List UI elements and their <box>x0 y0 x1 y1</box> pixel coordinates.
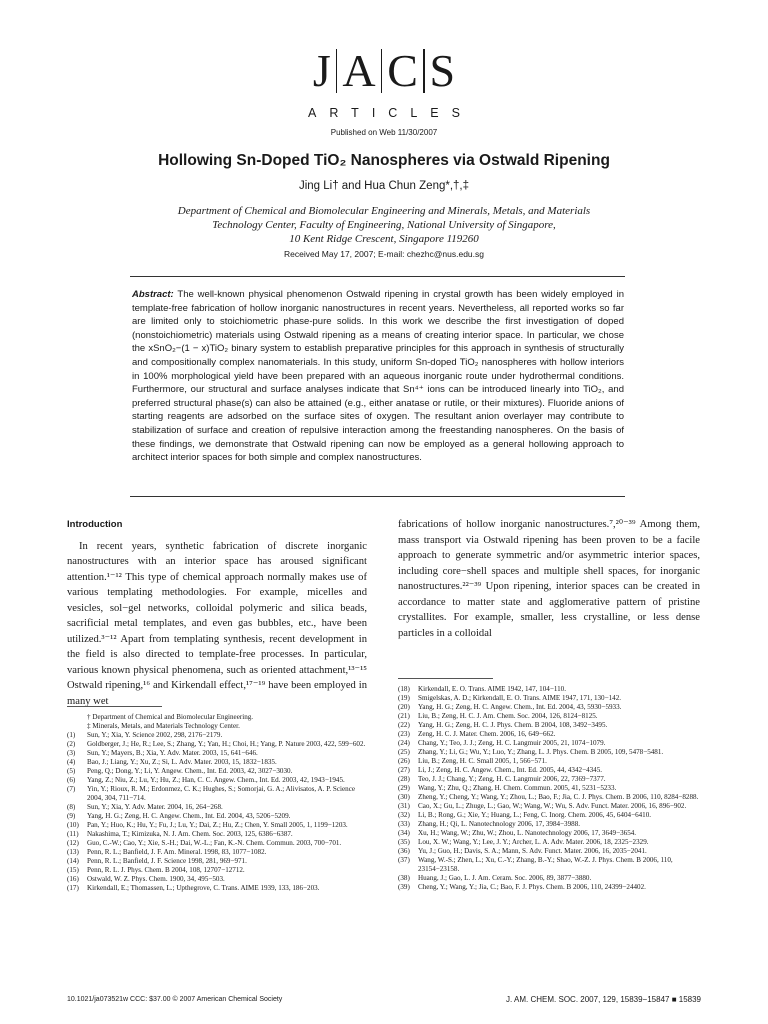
reference-text: Smigelskas, A. D.; Kirkendall, E. O. Trans. AIME 1947, 171, 130−142. <box>418 694 622 702</box>
reference-number: (29) <box>398 784 410 792</box>
journal-masthead <box>0 46 768 137</box>
reference-entry <box>67 839 369 848</box>
reference-text: Yu, J.; Guo, H.; Davis, S. A.; Mann, S. Adv. Funct. Mater. 2006, 16, 2035−2041. <box>418 847 647 855</box>
references-left <box>67 713 369 893</box>
article-title: Hollowing Sn-Doped TiO₂ Nanospheres via Ostwald Ripening <box>158 152 610 169</box>
affiliation-line: Department of Chemical and Biomolecular Engineering and Minerals, Metals, and Materials <box>177 205 591 217</box>
reference-entry <box>398 721 701 730</box>
logo-letter-s: S <box>429 45 456 96</box>
reference-number: (21) <box>398 712 410 720</box>
reference-text: Kirkendall, E.; Thomassen, L.; Upthegrove, C. Trans. AIME 1939, 133, 186−203. <box>87 884 320 892</box>
reference-number: (25) <box>398 748 410 756</box>
reference-text: Zeng, H. C. J. Mater. Chem. 2006, 16, 649−662. <box>418 730 556 738</box>
abstract-label: Abstract: <box>132 289 174 300</box>
reference-text: Bao, J.; Liang, Y.; Xu, Z.; Si, L. Adv. Mater. 2003, 15, 1832−1835. <box>87 758 277 766</box>
reference-number: (24) <box>398 739 410 747</box>
reference-text: Zhang, Y.; Li, G.; Wu, Y.; Luo, Y.; Zhang, L. J. Phys. Chem. B 2005, 109, 5478−5481. <box>418 748 664 756</box>
reference-number: (33) <box>398 820 410 828</box>
reference-entry <box>398 784 701 793</box>
reference-entry <box>398 757 701 766</box>
reference-entry <box>67 857 369 866</box>
reference-text: Kirkendall, E. O. Trans. AIME 1942, 147, 104−110. <box>418 685 566 693</box>
received-line: Received May 17, 2007; E-mail: chezhc@nus.edu.sg <box>284 249 484 259</box>
reference-text: Wang, Y.; Zhu, Q.; Zhang, H. Chem. Commun. 2005, 41, 5231−5233. <box>418 784 617 792</box>
section-heading: Introduction <box>67 519 123 530</box>
reference-entry <box>398 685 701 694</box>
footnote: † Department of Chemical and Biomolecular Engineering. <box>87 713 254 721</box>
reference-number: (16) <box>67 875 79 883</box>
reference-number: (2) <box>67 740 76 748</box>
abstract-text: The well-known physical phenomenon Ostwald ripening in crystal growth has been widely employed in template-free fabrication of hollow inorganic nanostructures in recent years. Nevertheless, all reported works so far are limited only to stoichiometric phase-pure solids. In this work we describe the first investigation of doped (nonstoichiometric) materials using Ostwald ripening as a means of creating interior space. In particular, we chose the xSnO₂−(1 − x)TiO₂ binary system to establish preparative principles for this approach in synthesis of structurally and compositionally complex nanomaterials. In this study, uniform Sn-doped TiO₂ nanospheres with hollow interiors in 100% morphological yield have been prepared with an aqueous inorganic route under hydrothermal conditions. Furthermore, our structural and surface analyses indicate that Sn⁴⁺ ions can be introduced linearly into TiO₂, and preferred structural phase(s) can also be attained (e.g., either anatase or rutile, or their mixtures). Fluoride anions of starting reagents are adsorbed on the surface sites of oxygen. The resultant anion overlayer may contribute to stabilization of surface and creation of repulsive interaction among the freestanding nanospheres. On the basis of these findings, we demonstrate that Ostwald ripening can now be employed as a general hollowing approach to architect interior spaces for both simple and complex nanostructures. <box>132 289 624 464</box>
reference-entry <box>67 749 369 758</box>
reference-text: Penn, R. L.; Banfield, J. F. Science 1998, 281, 969−971. <box>87 857 247 865</box>
reference-text: Chang, Y.; Teo, J. J.; Zeng, H. C. Langmuir 2005, 21, 1074−1079. <box>418 739 606 747</box>
reference-entry <box>398 712 701 721</box>
reference-number: (4) <box>67 758 76 766</box>
reference-text: Penn, R. L.; Banfield, J. F. Am. Mineral. 1998, 83, 1077−1082. <box>87 848 267 856</box>
reference-entry <box>398 739 701 748</box>
reference-text: Sun, Y.; Xia, Y. Science 2002, 298, 2176−2179. <box>87 731 223 739</box>
reference-text: Zhang, H.; Qi, L. Nanotechnology 2006, 17, 3984−3988. <box>418 820 581 828</box>
affiliation <box>0 204 768 246</box>
reference-number: (7) <box>67 785 76 793</box>
reference-entry <box>398 856 701 874</box>
reference-number: (34) <box>398 829 410 837</box>
reference-text: Li, J.; Zeng, H. C. Angew. Chem., Int. Ed. 2005, 44, 4342−4345. <box>418 766 603 774</box>
reference-entry <box>398 793 701 802</box>
reference-number: (11) <box>67 830 79 838</box>
reference-entry <box>398 802 701 811</box>
reference-list <box>398 685 701 892</box>
reference-number: (23) <box>398 730 410 738</box>
reference-text: Ostwald, W. Z. Phys. Chem. 1900, 34, 495−503. <box>87 875 225 883</box>
reference-entry <box>398 694 701 703</box>
reference-entry <box>398 874 701 883</box>
reference-text: Wang, W.-S.; Zhen, L.; Xu, C.-Y.; Zhang, B.-Y.; Shao, W.-Z. J. Phys. Chem. B 2006, 110, 23154−23158. <box>418 856 673 873</box>
left-column <box>67 517 367 709</box>
reference-text: Yang, Z.; Niu, Z.; Lu, Y.; Hu, Z.; Han, C. C. Angew. Chem., Int. Ed. 2003, 42, 1943−1945. <box>87 776 345 784</box>
reference-text: Zheng, Y.; Cheng, Y.; Wang, Y.; Zhou, L.; Bao, F.; Jia, C. J. Phys. Chem. B 2006, 110, 8284−8288. <box>418 793 699 801</box>
reference-number: (19) <box>398 694 410 702</box>
reference-entry <box>398 811 701 820</box>
reference-text: Sun, Y.; Mayers, B.; Xia, Y. Adv. Mater. 2003, 15, 641−646. <box>87 749 258 757</box>
reference-entry <box>398 748 701 757</box>
reference-entry <box>67 785 369 803</box>
published-date: Published on Web 11/30/2007 <box>330 128 438 137</box>
reference-text: Teo, J. J.; Chang, Y.; Zeng, H. C. Langmuir 2006, 22, 7369−7377. <box>418 775 606 783</box>
reference-number: (38) <box>398 874 410 882</box>
reference-text: Li, B.; Rong, G.; Xie, Y.; Huang, L.; Feng, C. Inorg. Chem. 2006, 45, 6404−6410. <box>418 811 652 819</box>
reference-number: (15) <box>67 866 79 874</box>
reference-number: (31) <box>398 802 410 810</box>
reference-number: (3) <box>67 749 76 757</box>
footnote-rule <box>398 678 493 679</box>
affiliation-line: Technology Center, Faculty of Engineering, National University of Singapore, <box>212 219 556 231</box>
reference-entry <box>398 730 701 739</box>
reference-number: (37) <box>398 856 410 864</box>
reference-number: (17) <box>67 884 79 892</box>
reference-entry <box>398 703 701 712</box>
reference-text: Peng, Q.; Dong, Y.; Li, Y. Angew. Chem., Int. Ed. 2003, 42, 3027−3030. <box>87 767 293 775</box>
intro-paragraph-continued: fabrications of hollow inorganic nanostructures.⁷,²⁰⁻³⁹ Among them, mass transport via Ostwald ripening has been proven to be a facile approach to generate symmetric and/or asymmetric interior spaces, including core−shell spaces and multiple shell spaces, for inorganic nanostructures.²²⁻³⁹ Upon ripening, interior spaces can be created in accordance to matter state and agglomerative pattern of pristine crystallites. For example, smaller, less crystalline, or less dense particles in a colloidal <box>398 519 700 639</box>
abstract-top-rule <box>130 276 625 277</box>
reference-entry <box>67 803 369 812</box>
reference-entry <box>398 766 701 775</box>
reference-text: Liu, B.; Zeng, H. C. J. Am. Chem. Soc. 2004, 126, 8124−8125. <box>418 712 598 720</box>
logo-letter-j: J <box>312 45 331 96</box>
reference-entry <box>67 848 369 857</box>
reference-number: (13) <box>67 848 79 856</box>
footnote-rule <box>67 706 162 707</box>
reference-entry <box>398 820 701 829</box>
reference-number: (18) <box>398 685 410 693</box>
reference-entry <box>67 776 369 785</box>
reference-text: Yang, H. G.; Zeng, H. C. J. Phys. Chem. B 2004, 108, 3492−3495. <box>418 721 608 729</box>
reference-text: Yin, Y.; Rioux, R. M.; Erdonmez, C. K.; Hughes, S.; Somorjai, G. A.; Alivisatos, A. P. Science 2004, 304, 711−714. <box>87 785 355 802</box>
reference-number: (6) <box>67 776 76 784</box>
reference-number: (28) <box>398 775 410 783</box>
reference-entry <box>67 740 369 749</box>
reference-text: Xu, H.; Wang, W.; Zhu, W.; Zhou, L. Nanotechnology 2006, 17, 3649−3654. <box>418 829 637 837</box>
journal-citation-footer: J. AM. CHEM. SOC. 2007, 129, 15839−15847 ■ 15839 <box>506 995 701 1004</box>
reference-text: Cheng, Y.; Wang, Y.; Jia, C.; Bao, F. J. Phys. Chem. B 2006, 110, 24399−24402. <box>418 883 646 891</box>
reference-number: (27) <box>398 766 410 774</box>
reference-number: (32) <box>398 811 410 819</box>
reference-text: Yang, H. G.; Zeng, H. C. Angew. Chem., Int. Ed. 2004, 43, 5930−5933. <box>418 703 622 711</box>
abstract-bottom-rule <box>130 496 625 497</box>
reference-text: Yang, H. G.; Zeng, H. C. Angew. Chem., Int. Ed. 2004, 43, 5206−5209. <box>87 812 291 820</box>
reference-entry <box>67 884 369 893</box>
section-label: ARTICLES <box>308 106 473 120</box>
reference-number: (1) <box>67 731 76 739</box>
reference-entry <box>67 866 369 875</box>
reference-entry <box>398 847 701 856</box>
jacs-logo <box>308 46 460 96</box>
reference-text: Cao, X.; Gu, L.; Zhuge, L.; Gao, W.; Wang, W.; Wu, S. Adv. Funct. Mater. 2006, 16, 896−902. <box>418 802 687 810</box>
logo-letter-a: A <box>342 45 376 96</box>
references-right <box>398 685 701 892</box>
reference-number: (9) <box>67 812 76 820</box>
reference-entry <box>398 829 701 838</box>
right-column <box>398 517 700 641</box>
reference-number: (26) <box>398 757 410 765</box>
reference-entry <box>398 883 701 892</box>
reference-text: Goldberger, J.; He, R.; Lee, S.; Zhang, Y.; Yan, H.; Choi, H.; Yang, P. Nature 2003, 422, 599−602. <box>87 740 366 748</box>
reference-entry <box>67 821 369 830</box>
reference-number: (35) <box>398 838 410 846</box>
reference-number: (12) <box>67 839 79 847</box>
reference-number: (5) <box>67 767 76 775</box>
intro-paragraph: In recent years, synthetic fabrication of discrete inorganic nanostructures with an interior space has aroused significant attention.¹⁻¹² This type of chemical approach normally makes use of various templating methodologies. For example, micelles and vesicles, sol−gel networks, colloidal polymeric and silica beads, sacrificial metal templates, and even gas bubbles, etc., have been utilized.³⁻¹² Apart from templating synthesis, recent development in the field is also directed to template-free processes. In particular, various known physical phenomena, such as oriented attachment,¹³⁻¹⁵ Ostwald ripening,¹⁶ and Kirkendall effect,¹⁷⁻¹⁹ have been employed in many wet <box>67 540 367 707</box>
reference-text: Sun, Y.; Xia, Y. Adv. Mater. 2004, 16, 264−268. <box>87 803 223 811</box>
author-list: Jing Li† and Hua Chun Zeng*,†,‡ <box>298 180 470 192</box>
reference-entry <box>67 731 369 740</box>
reference-text: Penn, R. L. J. Phys. Chem. B 2004, 108, 12707−12712. <box>87 866 245 874</box>
reference-entry <box>67 830 369 839</box>
reference-number: (39) <box>398 883 410 891</box>
affiliation-line: 10 Kent Ridge Crescent, Singapore 119260 <box>289 233 479 245</box>
reference-number: (30) <box>398 793 410 801</box>
reference-text: Lou, X. W.; Wang, Y.; Lee, J. Y.; Archer, L. A. Adv. Mater. 2006, 18, 2325−2329. <box>418 838 649 846</box>
reference-entry <box>67 758 369 767</box>
reference-text: Liu, B.; Zeng, H. C. Small 2005, 1, 566−571. <box>418 757 547 765</box>
doi-footer: 10.1021/ja073521w CCC: $37.00 © 2007 American Chemical Society <box>67 996 283 1003</box>
reference-entry <box>67 812 369 821</box>
reference-number: (14) <box>67 857 79 865</box>
footnote: ‡ Minerals, Metals, and Materials Technology Center. <box>87 722 240 730</box>
reference-entry <box>398 838 701 847</box>
reference-number: (36) <box>398 847 410 855</box>
reference-list <box>67 731 369 893</box>
abstract <box>132 288 624 465</box>
reference-entry <box>67 767 369 776</box>
reference-text: Huang, J.; Gao, L. J. Am. Ceram. Soc. 2006, 89, 3877−3880. <box>418 874 592 882</box>
reference-number: (22) <box>398 721 410 729</box>
logo-letter-c: C <box>387 45 418 96</box>
reference-entry <box>67 875 369 884</box>
reference-text: Nakashima, T.; Kimizuka, N. J. Am. Chem. Soc. 2003, 125, 6386−6387. <box>87 830 293 838</box>
reference-number: (20) <box>398 703 410 711</box>
reference-entry <box>398 775 701 784</box>
reference-text: Guo, C.-W.; Cao, Y.; Xie, S.-H.; Dai, W.-L.; Fan, K.-N. Chem. Commun. 2003, 700−701. <box>87 839 342 847</box>
reference-text: Pan, Y.; Huo, K.; Hu, Y.; Fu, J.; Lu, Y.; Dai, Z.; Hu, Z.; Chen, Y. Small 2005, 1, 1199−1203. <box>87 821 348 829</box>
reference-number: (8) <box>67 803 76 811</box>
reference-number: (10) <box>67 821 79 829</box>
